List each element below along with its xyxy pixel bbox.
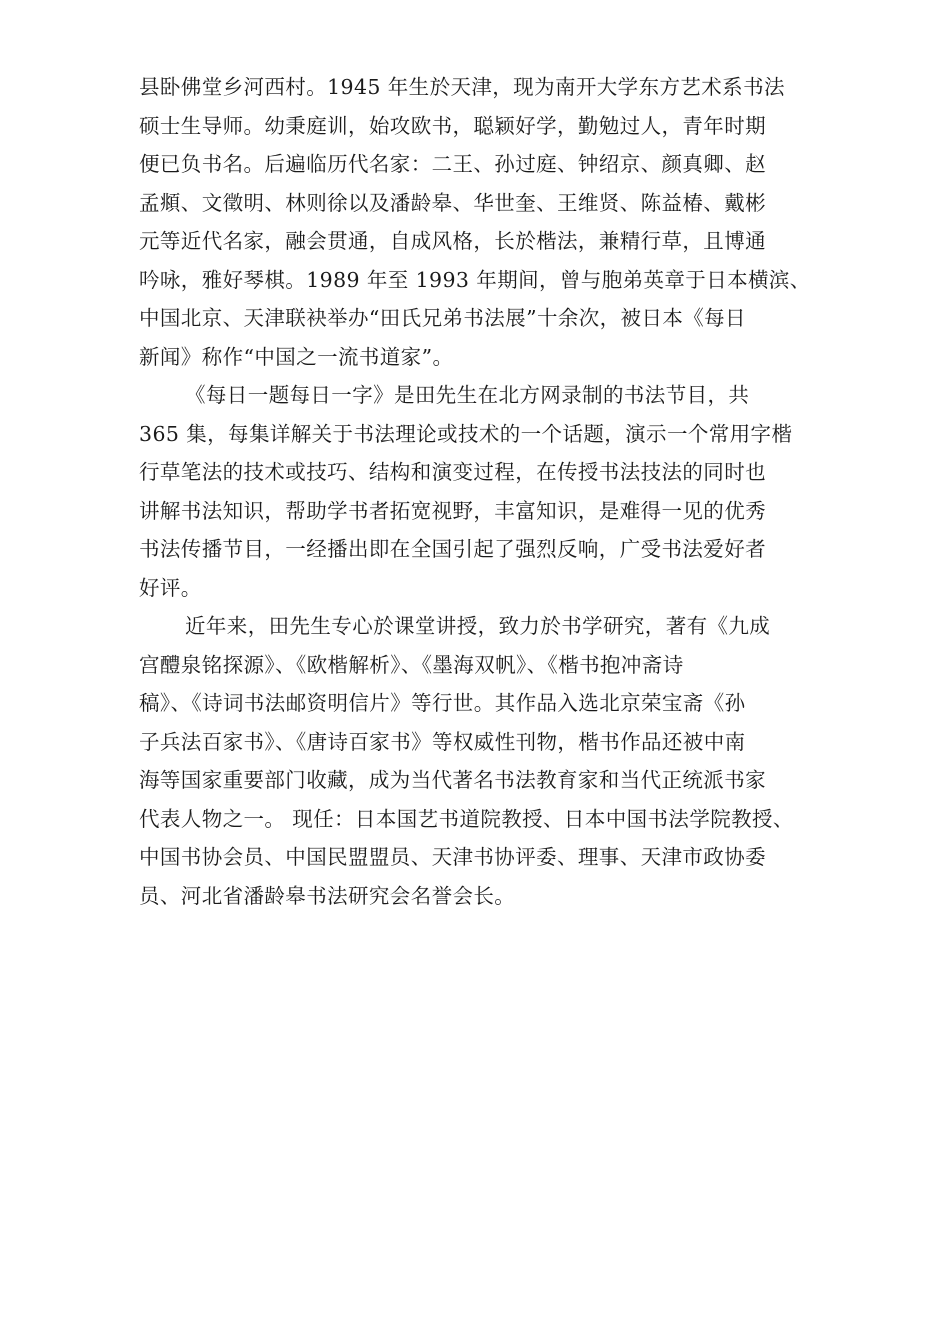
text-line: 近年来，田先生专心於课堂讲授，致力於书学研究，著有《九成 [185,614,771,638]
text-line: 365 集，每集详解关于书法理论或技术的一个话题，演示一个常用字楷 [139,421,793,446]
paragraph-2 [139,376,829,607]
text-line: 《每日一题每日一字》是田先生在北方网录制的书法节目，共 [185,383,750,407]
text-line: 员、河北省潘龄皋书法研究会名誉会长。 [139,883,516,908]
text-line: 行草笔法的技术或技巧、结构和演变过程，在传授书法技法的同时也 [139,460,766,484]
text-line: 新闻》称作“中国之一流书道家”。 [139,344,454,369]
text-line: 子兵法百家书》、《唐诗百家书》等权威性刊物，楷书作品还被中南 [139,729,746,754]
text-line: 孟頫、文徵明、林则徐以及潘龄皋、华世奎、王维贤、陈益椿、戴彬 [139,190,766,215]
text-line: 便已负书名。后遍临历代名家：二王、孙过庭、钟绍京、颜真卿、赵 [139,152,766,176]
text-line: 海等国家重要部门收藏，成为当代著名书法教育家和当代正统派书家 [139,768,766,792]
text-line: 元等近代名家，融会贯通，自成风格，长於楷法，兼精行草，且博通 [139,229,766,253]
text-line: 中国北京、天津联袂举办“田氏兄弟书法展”十余次，被日本《每日 [139,306,746,330]
paragraph-1 [139,68,829,376]
text-line: 书法传播节目，一经播出即在全国引起了强烈反响，广受书法爱好者 [139,537,766,561]
text-line: 吟咏，雅好琴棋。1989 年至 1993 年期间，曾与胞弟英章于日本横滨、 [139,267,811,292]
text-line: 好评。 [139,575,202,600]
text-line: 稿》、《诗词书法邮资明信片》等行世。其作品入选北京荣宝斋《孙 [139,691,746,715]
text-line: 硕士生导师。幼秉庭训，始攻欧书，聪颖好学，勤勉过人，青年时期 [139,113,766,138]
text-line: 讲解书法知识，帮助学书者拓宽视野，丰富知识，是难得一见的优秀 [139,498,766,523]
paragraph-3 [139,607,829,915]
body-text [139,68,829,915]
text-line: 宫醴泉铭探源》、《欧楷解析》、《墨海双帆》、《楷书抱冲斋诗 [139,652,684,677]
text-line: 代表人物之一。 现任：日本国艺书道院教授、日本中国书法学院教授、 [139,806,794,831]
text-line: 中国书协会员、中国民盟盟员、天津书协评委、理事、天津市政协委 [139,845,766,869]
text-line: 县卧佛堂乡河西村。1945 年生於天津，现为南开大学东方艺术系书法 [139,75,785,99]
